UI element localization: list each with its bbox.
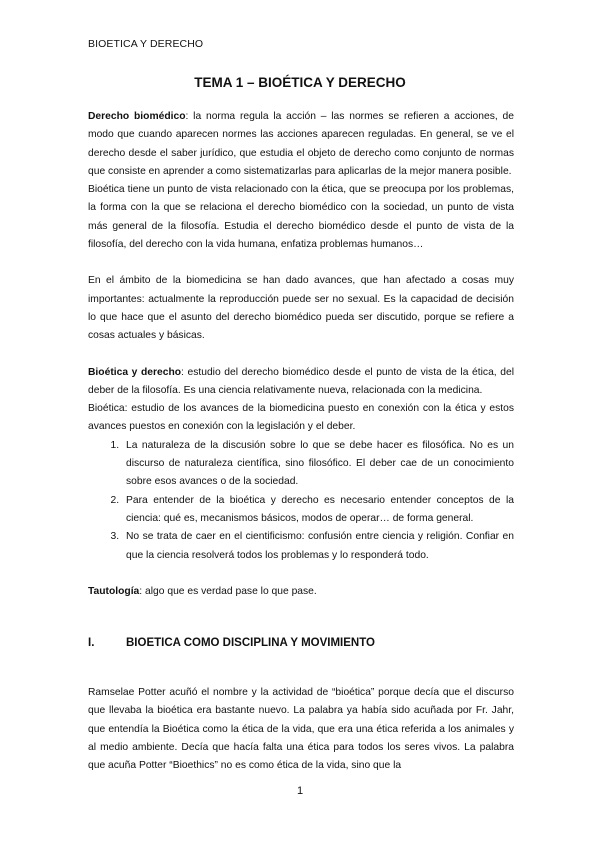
section-number: I. — [88, 637, 95, 649]
term-bioetica-derecho: Bioética y derecho — [88, 366, 182, 378]
body-text — [88, 108, 514, 601]
paragraph-tautologia — [88, 583, 514, 601]
section-heading — [88, 637, 375, 649]
section-title: BIOETICA COMO DISCIPLINA Y MOVIMIENTO — [126, 637, 375, 649]
paragraph-bioetica-derecho — [88, 364, 514, 401]
list-item: 1. La naturaleza de la discusión sobre lo que se debe hacer es filosófica. No es un discurso de naturaleza científica, sino filosófico. El deber cae de un conocimiento sobre esos avances o de la sociedad. — [122, 437, 514, 492]
list-item: 3. No se trata de caer en el cientificismo: confusión entre ciencia y religión. Confiar en que la ciencia resolverá todos los problemas y lo responderá todo. — [122, 528, 514, 565]
term-tautologia: Tautología — [88, 585, 140, 597]
definition-bioetica-derecho: : estudio del derecho biomédico desde el punto de vista de la ética, del deber de la filosofía. Es una ciencia relativamente nueva, relacionada con la medicina. — [88, 366, 514, 396]
term-derecho-biomedico: Derecho biomédico — [88, 111, 186, 122]
page-title: TEMA 1 – BIOÉTICA Y DERECHO — [194, 75, 406, 90]
running-header: BIOETICA Y DERECHO — [88, 38, 204, 50]
numbered-list — [88, 437, 514, 565]
paragraph-derecho-biomedico — [88, 108, 514, 181]
list-item: 2. Para entender de la bioética y derecho es necesario entender conceptos de la ciencia: qué es, mecanismos básicos, modos de operar… de forma general. — [122, 492, 514, 529]
definition-tautologia: : algo que es verdad pase lo que pase. — [139, 585, 317, 597]
definition-derecho-biomedico: : la norma regula la acción – las normes se refieren a acciones, de modo que cuando aparecen normes las acciones aparecen reguladas. En general, se ve el derecho desde el saber jurídico, que estudia el objeto de derecho como conjunto de normas que consiste en aprender a como sistematizarlas para aplicarlas de la mejor manera posible. — [88, 111, 514, 177]
paragraph-potter: Ramselae Potter acuñó el nombre y la actividad de “bioética” porque decía que el discurso que llevaba la bioética era bastante nuevo. La palabra ya había sido acuñada por Fr. Jahr, que entendía la Bioética como la ética de la vida, que era una ética referida a los animales y al medio ambiente. Decía que hacía falta una ética para todos los seres vivos. La palabra que acuña Potter “Bioethics” no es como ética de la vida, sino que la — [88, 687, 514, 772]
paragraph-bioetica: Bioética tiene un punto de vista relacionado con la ética, que se preocupa por los problemas, la forma con la que se relaciona el derecho biomédico con la sociedad, un punto de vista más general de la filosofía. Estudia el derecho biomédico desde el punto de vista de la filosofía, del derecho con la vida humana, enfatiza problemas humanos… — [88, 184, 514, 251]
paragraph-biomedicina: En el ámbito de la biomedicina se han dado avances, que han afectado a cosas muy importantes: actualmente la reproducción puede ser no sexual. Es la capacidad de decisión lo que hace que el asunto del derecho biomédico pueda ser discutido, porque se refiere a cosas actuales y básicas. — [88, 275, 514, 342]
paragraph-bioetica-definicion: Bioética: estudio de los avances de la biomedicina puesto en conexión con la ética y estos avances puestos en conexión con la legislación y el deber. — [88, 403, 514, 433]
section-body — [88, 684, 514, 775]
page-number: 1 — [296, 785, 304, 797]
